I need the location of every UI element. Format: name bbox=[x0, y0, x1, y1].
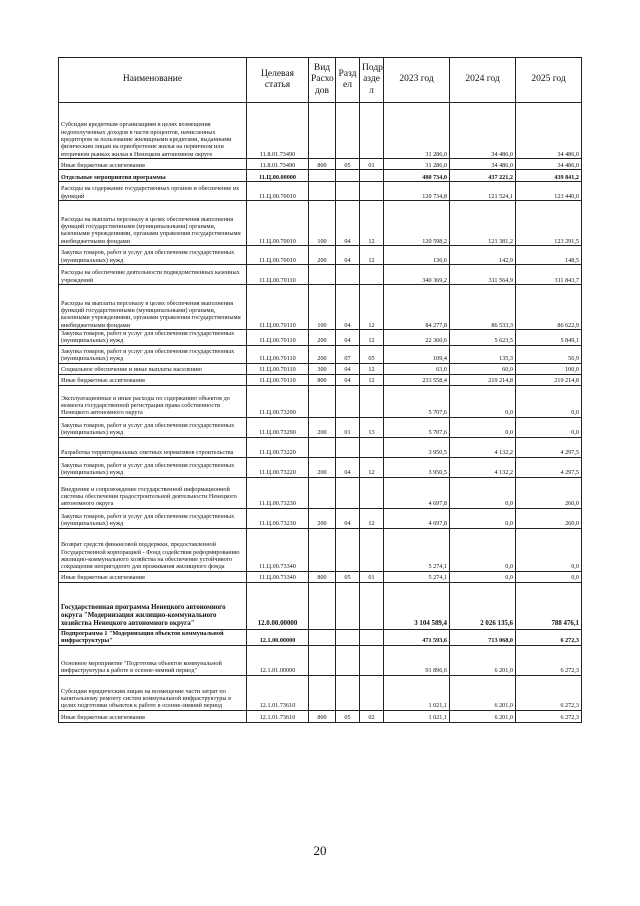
table-row bbox=[59, 437, 582, 457]
cell-code: 11.Ц.00.73290 bbox=[247, 417, 309, 437]
cell-vid bbox=[309, 385, 336, 417]
cell-2023: 4 697,8 bbox=[384, 477, 450, 508]
cell-code: 11.Ц.00.70110 bbox=[247, 363, 309, 374]
cell-vid: 800 bbox=[309, 571, 336, 582]
cell-name: Эксплуатационные и иные расходы по содержанию объектов до момента государственной регистрации права собственности Ненецкого автономного округа bbox=[59, 385, 247, 417]
cell-name: Социальное обеспечение и иные выплаты населению bbox=[59, 363, 247, 374]
table-row bbox=[59, 182, 582, 201]
cell-name: Иные бюджетные ассигнования bbox=[59, 571, 247, 582]
cell-name: Государственная программа Ненецкого автономного округа "Модернизация жилищно-коммунального хозяйства Ненецкого автономного округа" bbox=[59, 582, 247, 629]
cell-name: Внедрение и сопровождение государственной информационной системы обеспечения градостроительной деятельности Ненецкого автономного округа bbox=[59, 477, 247, 508]
cell-podr: 12 bbox=[360, 201, 384, 246]
cell-2025: 100,0 bbox=[516, 363, 582, 374]
cell-podr: 12 bbox=[360, 330, 384, 346]
cell-vid: 300 bbox=[309, 363, 336, 374]
budget-table bbox=[58, 57, 582, 723]
table-row bbox=[59, 363, 582, 374]
cell-2023: 84 277,8 bbox=[384, 285, 450, 330]
cell-podr bbox=[360, 385, 384, 417]
cell-code: 11.8.01.73490 bbox=[247, 103, 309, 159]
cell-2025: 123 440,0 bbox=[516, 182, 582, 201]
cell-razd bbox=[336, 437, 360, 457]
cell-podr: 01 bbox=[360, 159, 384, 170]
cell-2023: 1 021,1 bbox=[384, 710, 450, 722]
cell-2025: 0,0 bbox=[516, 385, 582, 417]
cell-code: 11.Ц.00.70010 bbox=[247, 182, 309, 201]
cell-razd: 05 bbox=[336, 710, 360, 722]
cell-code: 11.Ц.00.73340 bbox=[247, 528, 309, 571]
table-row bbox=[59, 508, 582, 528]
col-header-razd: Разд ел bbox=[336, 58, 360, 103]
cell-2023: 5 274,1 bbox=[384, 571, 450, 582]
table-row bbox=[59, 571, 582, 582]
cell-podr: 12 bbox=[360, 374, 384, 385]
cell-razd: 04 bbox=[336, 330, 360, 346]
cell-code: 12.1.00.00000 bbox=[247, 629, 309, 645]
cell-2024: 86 533,3 bbox=[450, 285, 516, 330]
cell-2025: 148,5 bbox=[516, 246, 582, 265]
cell-2024: 0,0 bbox=[450, 477, 516, 508]
cell-podr: 12 bbox=[360, 246, 384, 265]
cell-name: Расходы на обеспечение деятельности подведомственных казенных учреждений bbox=[59, 265, 247, 285]
cell-code: 11.Ц.00.70110 bbox=[247, 345, 309, 363]
cell-vid: 200 bbox=[309, 508, 336, 528]
cell-code: 11.Ц.00.70110 bbox=[247, 330, 309, 346]
table-row bbox=[59, 457, 582, 477]
cell-2025: 439 841,2 bbox=[516, 170, 582, 182]
cell-name: Расходы на выплаты персоналу в целях обеспечения выполнения функций государственными (муниципальными) органами, казенными учреждениями, органами управления государственными внебюджетными фондами bbox=[59, 201, 247, 246]
cell-2024: 713 068,0 bbox=[450, 629, 516, 645]
cell-code: 11.Ц.00.00000 bbox=[247, 170, 309, 182]
cell-razd bbox=[336, 170, 360, 182]
cell-2025: 34 486,0 bbox=[516, 159, 582, 170]
budget-table-page bbox=[58, 57, 581, 723]
cell-2024: 0,0 bbox=[450, 571, 516, 582]
cell-2024: 4 132,2 bbox=[450, 457, 516, 477]
cell-razd bbox=[336, 582, 360, 629]
cell-vid bbox=[309, 265, 336, 285]
cell-podr: 13 bbox=[360, 417, 384, 437]
cell-2025: 260,0 bbox=[516, 477, 582, 508]
table-row bbox=[59, 710, 582, 722]
cell-2023: 3 104 589,4 bbox=[384, 582, 450, 629]
cell-podr: 12 bbox=[360, 457, 384, 477]
cell-podr bbox=[360, 437, 384, 457]
cell-2023: 120 734,8 bbox=[384, 182, 450, 201]
cell-code: 11.Ц.00.70110 bbox=[247, 265, 309, 285]
cell-2025: 6 272,3 bbox=[516, 629, 582, 645]
cell-2024: 34 486,0 bbox=[450, 159, 516, 170]
cell-vid bbox=[309, 182, 336, 201]
cell-vid: 800 bbox=[309, 159, 336, 170]
cell-razd bbox=[336, 477, 360, 508]
cell-code: 12.0.00.00000 bbox=[247, 582, 309, 629]
cell-2023: 120 598,2 bbox=[384, 201, 450, 246]
table-row bbox=[59, 417, 582, 437]
cell-razd bbox=[336, 265, 360, 285]
cell-vid bbox=[309, 629, 336, 645]
cell-name: Разработка территориальных сметных нормативов строительства bbox=[59, 437, 247, 457]
cell-2023: 5 707,6 bbox=[384, 417, 450, 437]
table-header-row bbox=[59, 58, 582, 103]
cell-2024: 2 026 135,6 bbox=[450, 582, 516, 629]
cell-podr bbox=[360, 265, 384, 285]
cell-2025: 6 272,3 bbox=[516, 675, 582, 710]
cell-2023: 340 369,2 bbox=[384, 265, 450, 285]
cell-2023: 233 558,4 bbox=[384, 374, 450, 385]
cell-2025: 4 297,5 bbox=[516, 457, 582, 477]
cell-podr bbox=[360, 477, 384, 508]
cell-2025: 6 272,3 bbox=[516, 645, 582, 675]
cell-razd bbox=[336, 103, 360, 159]
cell-2024: 34 486,0 bbox=[450, 103, 516, 159]
cell-2023: 63,0 bbox=[384, 363, 450, 374]
cell-2024: 0,0 bbox=[450, 528, 516, 571]
cell-code: 12.1.01.73610 bbox=[247, 710, 309, 722]
cell-podr bbox=[360, 182, 384, 201]
cell-razd: 04 bbox=[336, 246, 360, 265]
cell-podr: 02 bbox=[360, 710, 384, 722]
cell-2023: 471 593,6 bbox=[384, 629, 450, 645]
table-row bbox=[59, 285, 582, 330]
cell-2024: 219 214,8 bbox=[450, 374, 516, 385]
table-row bbox=[59, 582, 582, 629]
cell-razd: 04 bbox=[336, 285, 360, 330]
cell-name: Субсидии кредитным организациям в целях возмещения недополученных доходов в части процентов, начисленных кредитором за пользование жилищными кредитами, выданными физическим лицам на приобретение жилья на первичном или вторичном рынках жилья в Ненецком автономном округе bbox=[59, 103, 247, 159]
cell-name: Закупка товаров, работ и услуг для обеспечения государственных (муниципальных) нужд bbox=[59, 345, 247, 363]
cell-2023: 91 896,6 bbox=[384, 645, 450, 675]
cell-2025: 260,0 bbox=[516, 508, 582, 528]
cell-code: 11.Ц.00.73220 bbox=[247, 437, 309, 457]
cell-code: 11.Ц.00.73230 bbox=[247, 477, 309, 508]
cell-2023: 480 734,0 bbox=[384, 170, 450, 182]
cell-2025: 86 622,9 bbox=[516, 285, 582, 330]
table-row bbox=[59, 330, 582, 346]
cell-code: 11.Ц.00.70010 bbox=[247, 246, 309, 265]
cell-vid: 200 bbox=[309, 345, 336, 363]
table-row bbox=[59, 103, 582, 159]
cell-vid: 200 bbox=[309, 246, 336, 265]
table-row bbox=[59, 201, 582, 246]
cell-vid: 200 bbox=[309, 457, 336, 477]
cell-2024: 135,3 bbox=[450, 345, 516, 363]
cell-2024: 121 381,2 bbox=[450, 201, 516, 246]
cell-razd bbox=[336, 675, 360, 710]
cell-vid bbox=[309, 645, 336, 675]
cell-podr bbox=[360, 629, 384, 645]
cell-vid bbox=[309, 103, 336, 159]
cell-name: Расходы на выплаты персоналу в целях обеспечения выполнения функций государственными (муниципальными) органами, казенными учреждениями, органами управления государственными внебюджетными фондами bbox=[59, 285, 247, 330]
cell-podr: 12 bbox=[360, 508, 384, 528]
cell-razd: 04 bbox=[336, 374, 360, 385]
cell-2023: 22 360,6 bbox=[384, 330, 450, 346]
cell-vid: 800 bbox=[309, 710, 336, 722]
cell-2025: 219 214,8 bbox=[516, 374, 582, 385]
cell-2025: 311 843,7 bbox=[516, 265, 582, 285]
cell-razd: 04 bbox=[336, 508, 360, 528]
cell-vid: 100 bbox=[309, 201, 336, 246]
cell-vid bbox=[309, 582, 336, 629]
cell-2024: 121 524,1 bbox=[450, 182, 516, 201]
cell-name: Закупка товаров, работ и услуг для обеспечения государственных (муниципальных) нужд bbox=[59, 330, 247, 346]
cell-razd bbox=[336, 528, 360, 571]
cell-podr bbox=[360, 103, 384, 159]
cell-vid bbox=[309, 477, 336, 508]
cell-name: Иные бюджетные ассигнования bbox=[59, 710, 247, 722]
cell-name: Возврат средств финансовой поддержки, предоставленной Государственной корпорацией - Фонд содействия реформированию жилищно-коммунального хозяйства на обеспечение устойчивого сокращения непригодного для проживания жилищного фонда bbox=[59, 528, 247, 571]
cell-name: Субсидии юридическим лицам на возмещение части затрат по капитальному ремонту систем коммунальной инфраструктуры в целях подготовки объектов к работе в осенне-зимний период bbox=[59, 675, 247, 710]
cell-vid bbox=[309, 437, 336, 457]
col-header-name: Наименование bbox=[59, 58, 247, 103]
table-row bbox=[59, 246, 582, 265]
table-row bbox=[59, 159, 582, 170]
cell-name: Расходы на содержание государственных органов и обеспечение их функций bbox=[59, 182, 247, 201]
cell-2023: 136,6 bbox=[384, 246, 450, 265]
cell-razd: 05 bbox=[336, 159, 360, 170]
cell-code: 11.Ц.00.70110 bbox=[247, 374, 309, 385]
cell-name: Закупка товаров, работ и услуг для обеспечения государственных (муниципальных) нужд bbox=[59, 457, 247, 477]
cell-2025: 5 849,1 bbox=[516, 330, 582, 346]
col-header-2023: 2023 год bbox=[384, 58, 450, 103]
cell-razd bbox=[336, 645, 360, 675]
cell-2023: 3 950,5 bbox=[384, 457, 450, 477]
cell-razd: 05 bbox=[336, 571, 360, 582]
cell-podr bbox=[360, 170, 384, 182]
table-body bbox=[59, 103, 582, 723]
cell-name: Отдельные мероприятия программы bbox=[59, 170, 247, 182]
cell-code: 11.8.01.73490 bbox=[247, 159, 309, 170]
cell-podr: 12 bbox=[360, 363, 384, 374]
cell-2024: 60,0 bbox=[450, 363, 516, 374]
page-number: 20 bbox=[313, 843, 327, 858]
col-header-vid: Вид Расхо дов bbox=[309, 58, 336, 103]
cell-name: Подпрограмма 1 "Модернизация объектов коммунальной инфраструктуры" bbox=[59, 629, 247, 645]
cell-code: 11.Ц.00.73340 bbox=[247, 571, 309, 582]
cell-razd: 07 bbox=[336, 345, 360, 363]
cell-2025: 4 297,5 bbox=[516, 437, 582, 457]
cell-2024: 6 201,0 bbox=[450, 645, 516, 675]
cell-name: Основное мероприятие "Подготовка объектов коммунальной инфраструктуры к работе в осенне-зимний период" bbox=[59, 645, 247, 675]
table-row bbox=[59, 265, 582, 285]
cell-2023: 4 697,8 bbox=[384, 508, 450, 528]
cell-vid bbox=[309, 528, 336, 571]
cell-2024: 0,0 bbox=[450, 417, 516, 437]
col-header-2024: 2024 год bbox=[450, 58, 516, 103]
cell-code: 11.Ц.00.73290 bbox=[247, 385, 309, 417]
cell-2025: 0,0 bbox=[516, 571, 582, 582]
cell-2024: 0,0 bbox=[450, 508, 516, 528]
cell-2025: 34 486,0 bbox=[516, 103, 582, 159]
cell-razd: 04 bbox=[336, 457, 360, 477]
table-row bbox=[59, 345, 582, 363]
cell-2023: 5 274,1 bbox=[384, 528, 450, 571]
col-header-podr: Подр азде л bbox=[360, 58, 384, 103]
cell-2025: 0,0 bbox=[516, 528, 582, 571]
cell-2023: 1 021,1 bbox=[384, 675, 450, 710]
cell-code: 11.Ц.00.70010 bbox=[247, 201, 309, 246]
cell-podr bbox=[360, 645, 384, 675]
cell-podr: 05 bbox=[360, 345, 384, 363]
cell-code: 12.1.01.73610 bbox=[247, 675, 309, 710]
cell-vid: 800 bbox=[309, 374, 336, 385]
cell-razd: 04 bbox=[336, 201, 360, 246]
col-header-code: Целевая статья bbox=[247, 58, 309, 103]
cell-name: Иные бюджетные ассигнования bbox=[59, 159, 247, 170]
cell-2024: 0,0 bbox=[450, 385, 516, 417]
cell-2024: 5 623,5 bbox=[450, 330, 516, 346]
cell-2024: 6 201,0 bbox=[450, 710, 516, 722]
col-header-2025: 2025 год bbox=[516, 58, 582, 103]
cell-podr bbox=[360, 528, 384, 571]
cell-razd: 01 bbox=[336, 417, 360, 437]
cell-razd bbox=[336, 182, 360, 201]
cell-razd bbox=[336, 385, 360, 417]
cell-code: 11.Ц.00.70110 bbox=[247, 285, 309, 330]
cell-name: Закупка товаров, работ и услуг для обеспечения государственных (муниципальных) нужд bbox=[59, 508, 247, 528]
table-row bbox=[59, 385, 582, 417]
cell-code: 11.Ц.00.73230 bbox=[247, 508, 309, 528]
table-row bbox=[59, 675, 582, 710]
cell-2025: 123 291,5 bbox=[516, 201, 582, 246]
table-row bbox=[59, 374, 582, 385]
cell-2025: 56,9 bbox=[516, 345, 582, 363]
cell-2023: 5 707,6 bbox=[384, 385, 450, 417]
cell-code: 12.1.01.00000 bbox=[247, 645, 309, 675]
cell-code: 11.Ц.00.73220 bbox=[247, 457, 309, 477]
cell-vid bbox=[309, 675, 336, 710]
table-row bbox=[59, 629, 582, 645]
cell-name: Закупка товаров, работ и услуг для обеспечения государственных (муниципальных) нужд bbox=[59, 417, 247, 437]
cell-2023: 31 286,0 bbox=[384, 159, 450, 170]
cell-vid: 200 bbox=[309, 330, 336, 346]
cell-razd: 04 bbox=[336, 363, 360, 374]
cell-podr: 12 bbox=[360, 285, 384, 330]
table-row bbox=[59, 528, 582, 571]
cell-2024: 142,9 bbox=[450, 246, 516, 265]
cell-podr bbox=[360, 582, 384, 629]
cell-2024: 6 201,0 bbox=[450, 675, 516, 710]
cell-2024: 311 564,9 bbox=[450, 265, 516, 285]
cell-2024: 4 132,2 bbox=[450, 437, 516, 457]
table-row bbox=[59, 645, 582, 675]
cell-name: Закупка товаров, работ и услуг для обеспечения государственных (муниципальных) нужд bbox=[59, 246, 247, 265]
cell-2023: 3 950,5 bbox=[384, 437, 450, 457]
cell-name: Иные бюджетные ассигнования bbox=[59, 374, 247, 385]
cell-2024: 437 221,2 bbox=[450, 170, 516, 182]
cell-2023: 31 286,0 bbox=[384, 103, 450, 159]
cell-2023: 109,4 bbox=[384, 345, 450, 363]
cell-2025: 788 476,1 bbox=[516, 582, 582, 629]
cell-podr bbox=[360, 675, 384, 710]
table-row bbox=[59, 170, 582, 182]
cell-2025: 6 272,3 bbox=[516, 710, 582, 722]
cell-vid: 100 bbox=[309, 285, 336, 330]
table-row bbox=[59, 477, 582, 508]
cell-podr: 01 bbox=[360, 571, 384, 582]
cell-2025: 0,0 bbox=[516, 417, 582, 437]
cell-razd bbox=[336, 629, 360, 645]
cell-vid: 200 bbox=[309, 417, 336, 437]
cell-vid bbox=[309, 170, 336, 182]
